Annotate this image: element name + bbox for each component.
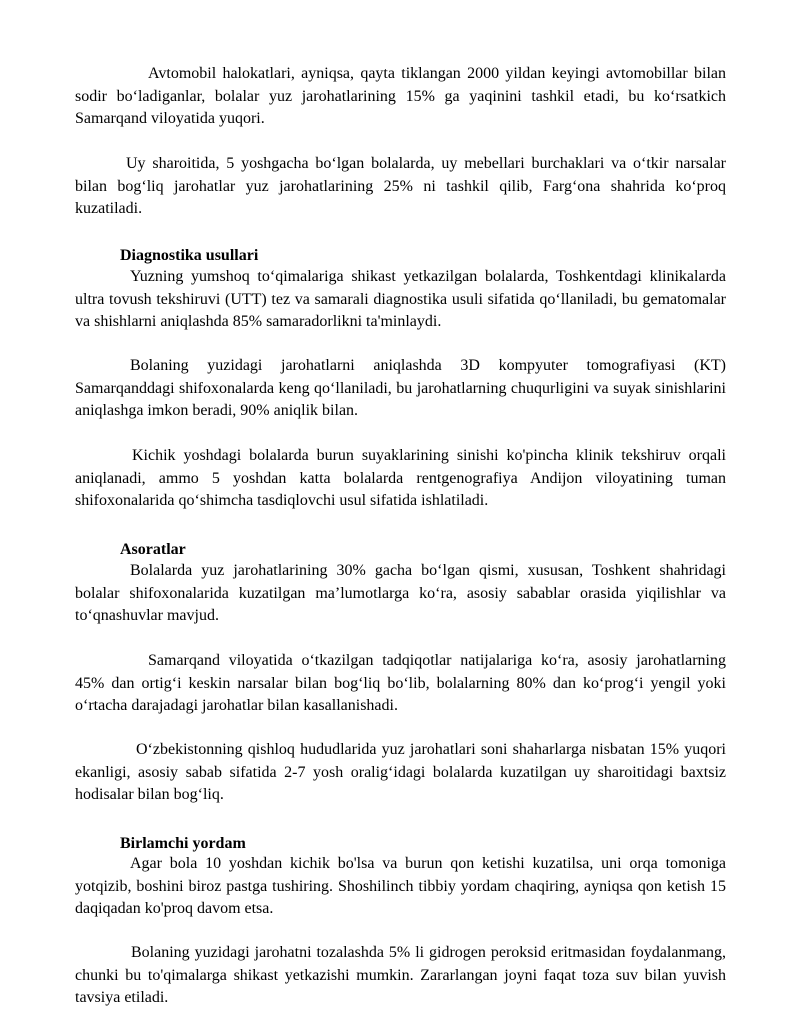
heading-diagnostics: Diagnostika usullari — [120, 247, 259, 264]
paragraph-nosebleed: Agar bola 10 yoshdan kichik bo'lsa va burun qon ketishi kuzatilsa, uni orqa tomoniga yotqizib, boshini biroz pastga tushiring. Shoshilinch tibbiy yordam chaqiring, ayniqsa qon ketish 15 daqiqadan ko'proq davom etsa. — [75, 855, 726, 917]
heading-first-aid: Birlamchi yordam — [120, 835, 246, 852]
paragraph-home-injuries: Uy sharoitida, 5 yoshgacha boʻlgan bolalarda, uy mebellari burchaklari va oʻtkir narsalar bilan bogʻliq jarohatlar yuz jarohatlarining 25% ni tashkil qilib, Fargʻona shahrida koʻproq kuzatiladi. — [75, 155, 726, 217]
paragraph-wound-cleaning: Bolaning yuzidagi jarohatni tozalashda 5% li gidrogen peroksid eritmasidan foydalanmang, chunki bu to'qimalarga shikast yetkazishi mumkin. Zararlangan joyni faqat toza suv bilan yuvish tavsiya etiladi. — [75, 944, 726, 1006]
paragraph-rural-areas: Oʻzbekistonning qishloq hududlarida yuz jarohatlari soni shaharlarga nisbatan 15% yuqori ekanligi, asosiy sabab sifatida 2-7 yosh oraligʻidagi bolalarda kuzatilgan uy sharoitidagi baxtsiz hodisalar bilan bogʻliq. — [75, 741, 726, 803]
paragraph-car-accidents: Avtomobil halokatlari, ayniqsa, qayta tiklangan 2000 yildan keyingi avtomobillar bilan sodir boʻladiganlar, bolalar yuz jarohatlarining 15% ga yaqinini tashkil etadi, bu koʻrsatkich Samarqand viloyatida yuqori. — [75, 65, 726, 127]
paragraph-samarkand-study: Samarqand viloyatida oʻtkazilgan tadqiqotlar natijalariga koʻra, asosiy jarohatlarning 45% dan ortigʻi keskin narsalar bilan bogʻliq boʻlib, bolalarning 80% dan koʻprogʻi yengil yoki oʻrtacha darajadagi jarohatlar bilan kasallanishadi. — [75, 652, 726, 714]
heading-complications: Asoratlar — [120, 541, 186, 558]
paragraph-ultrasound: Yuzning yumshoq toʻqimalariga shikast yetkazilgan bolalarda, Toshkentdagi klinikalarda ultra tovush tekshiruvi (UTT) tez va samarali diagnostika usuli sifatida qoʻllaniladi, bu gematomalar va shishlarni aniqlashda 85% samaradorlikni ta'minlaydi. — [75, 268, 726, 330]
paragraph-ct-scan: Bolaning yuzidagi jarohatlarni aniqlashda 3D kompyuter tomografiyasi (KT) Samarqanddagi shifoxonalarda keng qoʻllaniladi, bu jarohatlarning chuqurligini va suyak sinishlarini aniqlashga imkon beradi, 90% aniqlik bilan. — [75, 357, 726, 419]
paragraph-nasal-fracture: Kichik yoshdagi bolalarda burun suyaklarining sinishi ko'pincha klinik tekshiruv orqali aniqlanadi, ammo 5 yoshdan katta bolalarda rentgenografiya Andijon viloyatining tuman shifoxonalarida qoʻshimcha tasdiqlovchi usul sifatida ishlatiladi. — [75, 447, 726, 509]
paragraph-tashkent-data: Bolalarda yuz jarohatlarining 30% gacha boʻlgan qismi, xususan, Toshkent shahridagi bolalar shifoxonalarida kuzatilgan maʼlumotlarga koʻra, asosiy sabablar orasida yiqilishlar va toʻqnashuvlar mavjud. — [75, 562, 726, 624]
